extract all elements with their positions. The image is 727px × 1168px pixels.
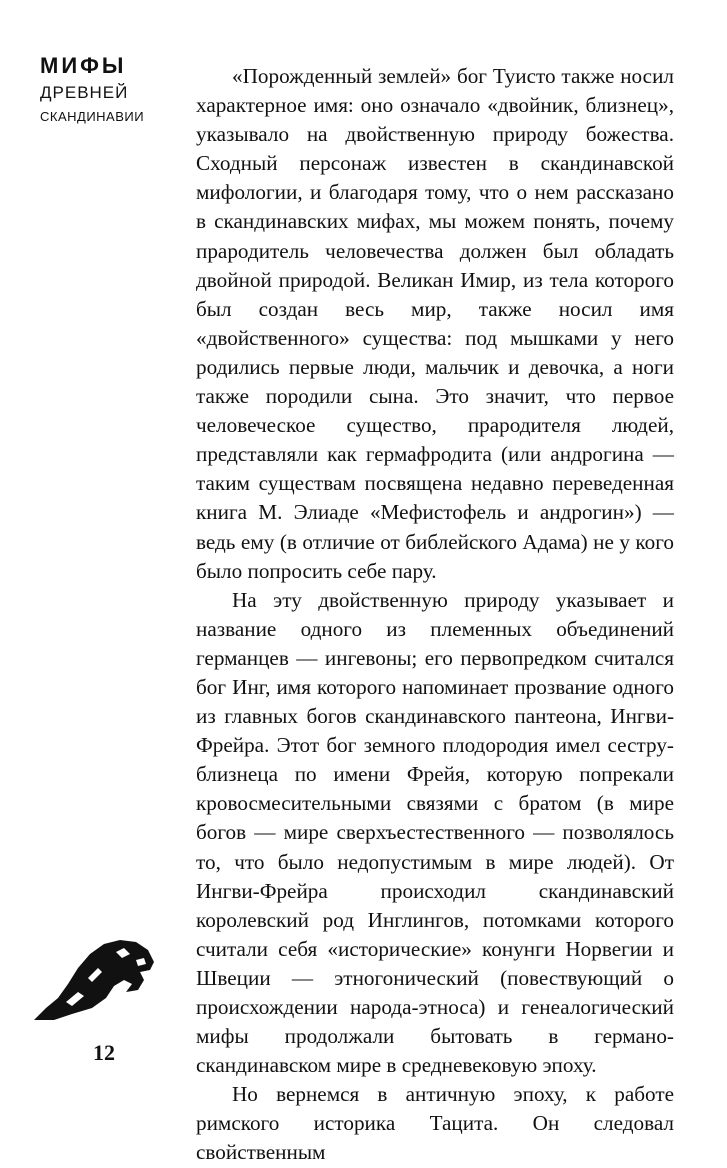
- page-number: 12: [93, 1040, 115, 1065]
- running-head-subtitle: ДРЕВНЕЙ: [40, 83, 129, 102]
- paragraph-2: На эту двойственную природу указывает и название одного из племенных объединений германцев — ингевоны; его первопредком считался бог Инг, имя которого напоминает прозвание одного из главных богов скандинавского пантеона, Ингви-Фрейра. Этот бог земного плодородия имел сестру-близнеца по имени Фрейя, которую попрекали кровосмесительными связями с братом (в мире богов — мире сверхъестественного — позволялось то, что было недопустимым в мире людей). От Ингви-Фрейра происходил скандинавский королевский род Инглингов, потомками которого считали себя «исторические» конунги Норвегии и Швеции — этногонический (повествующий о происхождении народа-этноса) и генеалогический мифы продолжали бытовать в германо-скандинавском мире в средневековую эпоху.: [196, 587, 674, 1078]
- carved-beast-head-icon: [28, 928, 158, 1024]
- paragraph-3: Но вернемся в античную эпоху, к работе римского историка Тацита. Он следовал свойственным: [196, 1082, 674, 1165]
- paragraph-1: «Порожденный землей» бог Туисто также носил характерное имя: оно означало «двойник, близнец», указывало на двойственную природу божества. Сходный персонаж известен в скандинавской мифологии, и благодаря тому, что о нем рассказано в скандинавских мифах, мы можем понять, почему прародитель человечества должен был обладать двойной природой. Великан Имир, из тела которого был создан весь мир, также носил имя «двойственного» существа: под мышками у него родились первые люди, мальчик и девочка, а ноги также породили сына. Это значит, что первое человеческое существо, прародителя людей, представляли как гермафродита (или андрогина — таким существам посвящена недавно переведенная книга М. Элиаде «Мефистофель и андрогин») — ведь ему (в отличие от библейского Адама) не у кого было попросить себе пару.: [196, 64, 674, 583]
- running-head: [40, 52, 200, 128]
- running-head-title: МИФЫ: [40, 53, 127, 78]
- body-text: [196, 62, 674, 1168]
- running-head-subtitle-2: СКАНДИНАВИИ: [40, 109, 145, 124]
